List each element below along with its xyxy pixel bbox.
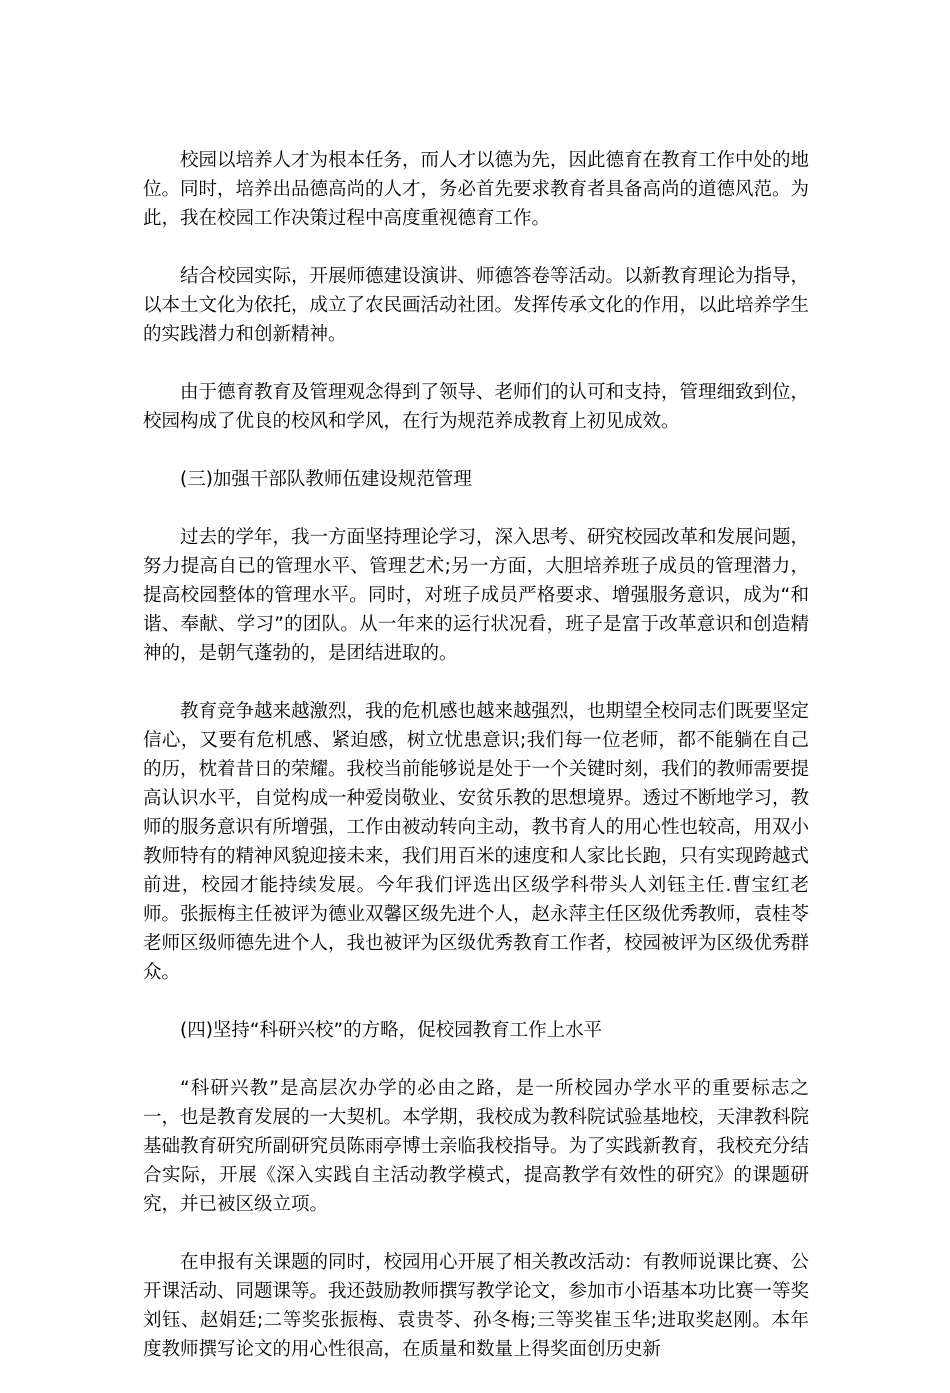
paragraph-campus-activities: 结合校园实际，开展师德建设演讲、师德答卷等活动。以新教育理论为指导，以本土文化为依托，成立了农民画活动社团。发挥传承文化的作用，以此培养学生的实践潜力和创新精神。 (143, 266, 810, 345)
paragraph-teaching-reform: 在申报有关课题的同时，校园用心开展了相关教改活动：有教师说课比赛、公开课活动、同题课等。我还鼓励教师撰写教学论文，参加市小语基本功比赛一等奖刘钰、赵娟廷;二等奖张振梅、袁贵苓、孙冬梅;三等奖崔玉华;进取奖赵刚。本年度教师撰写论文的用心性很高，在质量和数量上得奖面创历史新 (143, 1252, 810, 1360)
paragraph-research-strategy: “科研兴教”是高层次办学的必由之路，是一所校园办学水平的重要标志之一，也是教育发展的一大契机。本学期，我校成为教科院试验基地校，天津教科院基础教育研究所副研究员陈雨亭博士亲临我校指导。为了实践新教育，我校充分结合实际，开展《深入实践自主活动教学模式，提高教学有效性的研究》的课题研究，并已被区级立项。 (143, 1078, 810, 1215)
section-heading-4: (四)坚持“科研兴校”的方略，促校园教育工作上水平 (180, 1020, 603, 1041)
paragraph-school-spirit: 由于德育教育及管理观念得到了领导、老师们的认可和支持，管理细致到位，校园构成了优良的校风和学风，在行为规范养成教育上初见成效。 (143, 382, 810, 432)
paragraph-moral-education: 校园以培养人才为根本任务，而人才以德为先，因此德育在教育工作中处的地位。同时，培养出品德高尚的人才，务必首先要求教育者具备高尚的道德风范。为此，我在校园工作决策过程中高度重视德育工作。 (143, 150, 810, 229)
paragraph-leadership-team: 过去的学年，我一方面坚持理论学习，深入思考、研究校园改革和发展问题，努力提高自已的管理水平、管理艺术;另一方面，大胆培养班子成员的管理潜力，提高校园整体的管理水平。同时，对班子成员严格要求、增强服务意识，成为“和谐、奉献、学习”的团队。从一年来的运行状况看，班子是富于改革意识和创造精神的，是朝气蓬勃的，是团结进取的。 (143, 527, 810, 664)
section-heading-3: (三)加强干部队教师伍建设规范管理 (180, 469, 472, 490)
document-body (143, 146, 809, 1393)
paragraph-teacher-development: 教育竞争越来越激烈，我的危机感也越来越强烈，也期望全校同志们既要坚定信心，又要有危机感、紧迫感，树立忧患意识;我们每一位老师，都不能躺在自己的历，枕着昔日的荣耀。我校当前能够说是处于一个关键时刻，我们的教师需要提高认识水平，自觉构成一种爱岗敬业、安贫乐教的思想境界。透过不断地学习，教师的服务意识有所增强，工作由被动转向主动，教书育人的用心性也较高，用双小教师特有的精神风貌迎接未来，我们用百米的速度和人家比长跑，只有实现跨越式前进，校园才能持续发展。今年我们评选出区级学科带头人刘钰主任.曹宝红老师。张振梅主任被评为德业双馨区级先进个人，赵永萍主任区级优秀教师，袁桂苓老师区级师德先进个人，我也被评为区级优秀教育工作者，校园被评为区级优秀群众。 (143, 701, 810, 983)
